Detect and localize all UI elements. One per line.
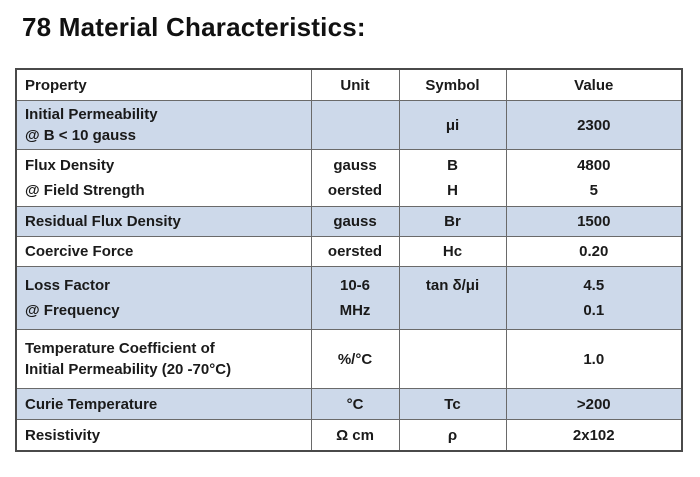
property-cell: Curie Temperature [16, 389, 311, 420]
value-cell: 1500 [506, 207, 682, 237]
unit-cell: °C [311, 389, 399, 420]
unit-cell [311, 150, 399, 207]
value-cell [506, 150, 682, 207]
symbol-cell [399, 267, 506, 330]
table-row [16, 150, 682, 207]
symbol-cell: μi [399, 101, 506, 150]
symbol-cell [399, 150, 506, 207]
property-text: @ Frequency [25, 302, 120, 319]
property-cell: Resistivity [16, 420, 311, 452]
value-cell: >200 [506, 389, 682, 420]
unit-cell: oersted [311, 237, 399, 267]
header-unit: Unit [311, 69, 399, 101]
value-cell: 2x102 [506, 420, 682, 452]
table-row [16, 267, 682, 330]
unit-text: gauss [333, 157, 377, 174]
table-row [16, 420, 682, 452]
property-cell: Residual Flux Density [16, 207, 311, 237]
header-value: Value [506, 69, 682, 101]
table-row [16, 330, 682, 389]
property-text: @ B < 10 gauss [25, 127, 136, 144]
property-text: Initial Permeability [25, 106, 158, 123]
property-text: Flux Density [25, 157, 115, 174]
unit-cell [311, 267, 399, 330]
value-text: 4.5 [583, 277, 605, 294]
symbol-text: tan δ/μi [425, 277, 480, 294]
symbol-cell: ρ [399, 420, 506, 452]
value-cell: 2300 [506, 101, 682, 150]
symbol-cell: Tc [399, 389, 506, 420]
symbol-cell [399, 330, 506, 389]
property-text: Initial Permeability (20 -70°C) [25, 361, 232, 378]
unit-cell: Ω cm [311, 420, 399, 452]
property-cell [16, 150, 311, 207]
value-text: 4800 [577, 157, 611, 174]
table-row [16, 389, 682, 420]
unit-cell [311, 101, 399, 150]
property-text: Loss Factor [25, 277, 111, 294]
table-row [16, 237, 682, 267]
table-header-row [16, 69, 682, 101]
property-text: Temperature Coefficient of [25, 340, 215, 357]
property-cell [16, 267, 311, 330]
value-text: 5 [589, 182, 598, 199]
property-text: @ Field Strength [25, 182, 145, 199]
unit-text: 10-6 [339, 277, 371, 294]
value-cell [506, 267, 682, 330]
unit-cell: gauss [311, 207, 399, 237]
value-cell: 0.20 [506, 237, 682, 267]
table-row [16, 101, 682, 150]
unit-text: oersted [327, 182, 383, 199]
unit-cell: %/°C [311, 330, 399, 389]
header-property: Property [16, 69, 311, 101]
material-characteristics-table [15, 68, 683, 452]
symbol-text: B [447, 157, 458, 174]
header-symbol: Symbol [399, 69, 506, 101]
unit-text: MHz [339, 302, 371, 319]
value-cell: 1.0 [506, 330, 682, 389]
table-row [16, 207, 682, 237]
property-cell [16, 101, 311, 150]
property-cell [16, 330, 311, 389]
symbol-cell: Hc [399, 237, 506, 267]
symbol-text: H [447, 182, 458, 199]
value-text: 0.1 [583, 302, 605, 319]
symbol-cell: Br [399, 207, 506, 237]
page-title: 78 Material Characteristics: [22, 12, 366, 42]
property-cell: Coercive Force [16, 237, 311, 267]
